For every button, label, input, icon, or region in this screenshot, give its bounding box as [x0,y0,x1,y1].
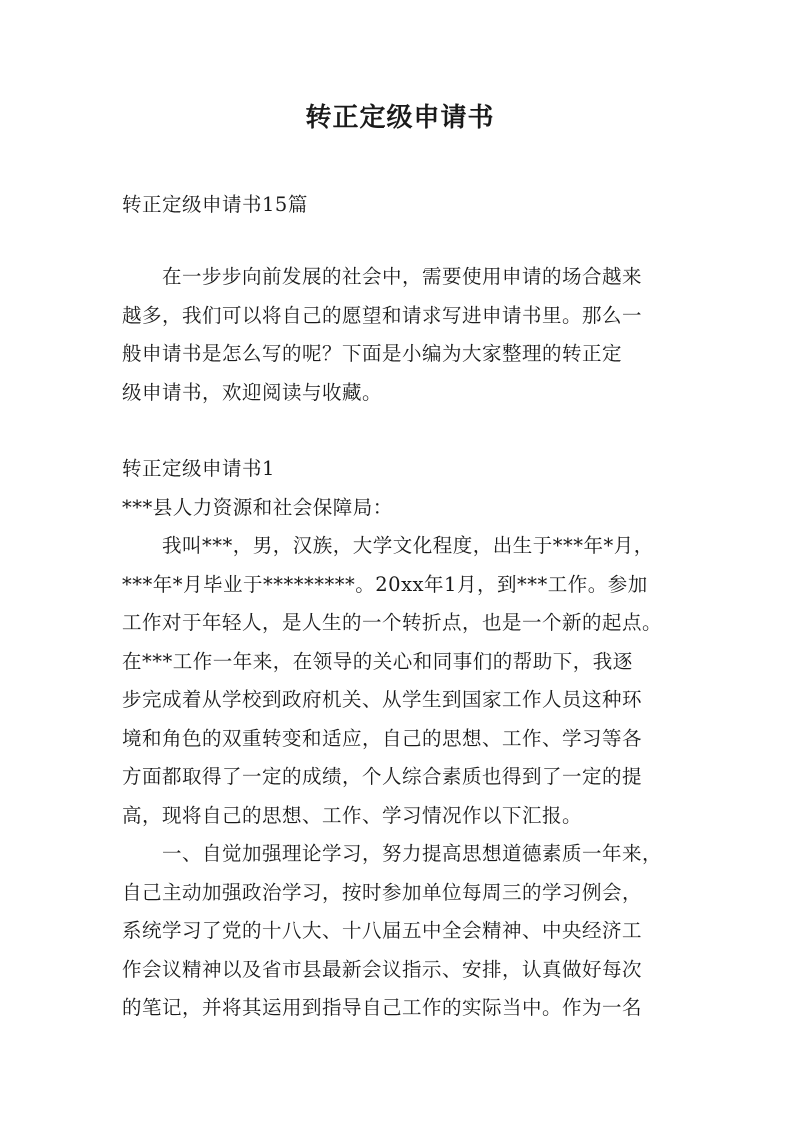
paragraph1-line: ***年*月毕业于*********。20xx年1月，到***工作。参加 [122,572,648,596]
paragraph1-line: 工作对于年轻人，是人生的一个转折点，也是一个新的起点。 [122,611,663,634]
letter-body [122,450,682,1028]
document-title: 转正定级申请书 [305,103,495,133]
paragraph2-line: 自己主动加强政治学习，按时参加单位每周三的学习例会， [122,880,643,904]
intro-paragraph [122,258,682,412]
paragraph1-line: 高，现将自己的思想、工作、学习情况作以下汇报。 [122,803,583,827]
paragraph2-line: 的笔记，并将其运用到指导自己工作的实际当中。作为一名 [122,996,643,1019]
intro-line: 级申请书，欢迎阅读与收藏。 [122,380,383,404]
paragraph1-line: 步完成着从学校到政府机关、从学生到国家工作人员这种环 [122,688,643,711]
paragraph2-line: 系统学习了党的十八大、十八届五中全会精神、中央经济工 [122,919,643,942]
section-heading: 转正定级申请书1 [122,457,275,480]
intro-line: 在一步步向前发展的社会中，需要使用申请的场合越来 [162,265,643,288]
paragraph2-line: 一、自觉加强理论学习，努力提高思想道德素质一年来， [162,842,663,865]
paragraph1-line: 在***工作一年来，在领导的关心和同事们的帮助下，我逐 [122,649,633,673]
paragraph1-line: 我叫***，男，汉族，大学文化程度，出生于***年*月， [162,534,654,557]
paragraph2-line: 作会议精神以及省市县最新会议指示、安排，认真做好每次 [122,957,643,981]
document-subtitle: 转正定级申请书15篇 [122,193,308,216]
intro-line: 越多，我们可以将自己的愿望和请求写进申请书里。那么一 [122,303,643,327]
salutation: ***县人力资源和社会保障局： [122,495,393,519]
paragraph1-line: 方面都取得了一定的成绩，个人综合素质也得到了一定的提 [122,765,643,788]
subtitle-block [122,186,682,225]
intro-line: 般申请书是怎么写的呢？下面是小编为大家整理的转正定 [122,342,623,365]
paragraph1-line: 境和角色的双重转变和适应，自己的思想、工作、学习等各 [122,726,643,750]
